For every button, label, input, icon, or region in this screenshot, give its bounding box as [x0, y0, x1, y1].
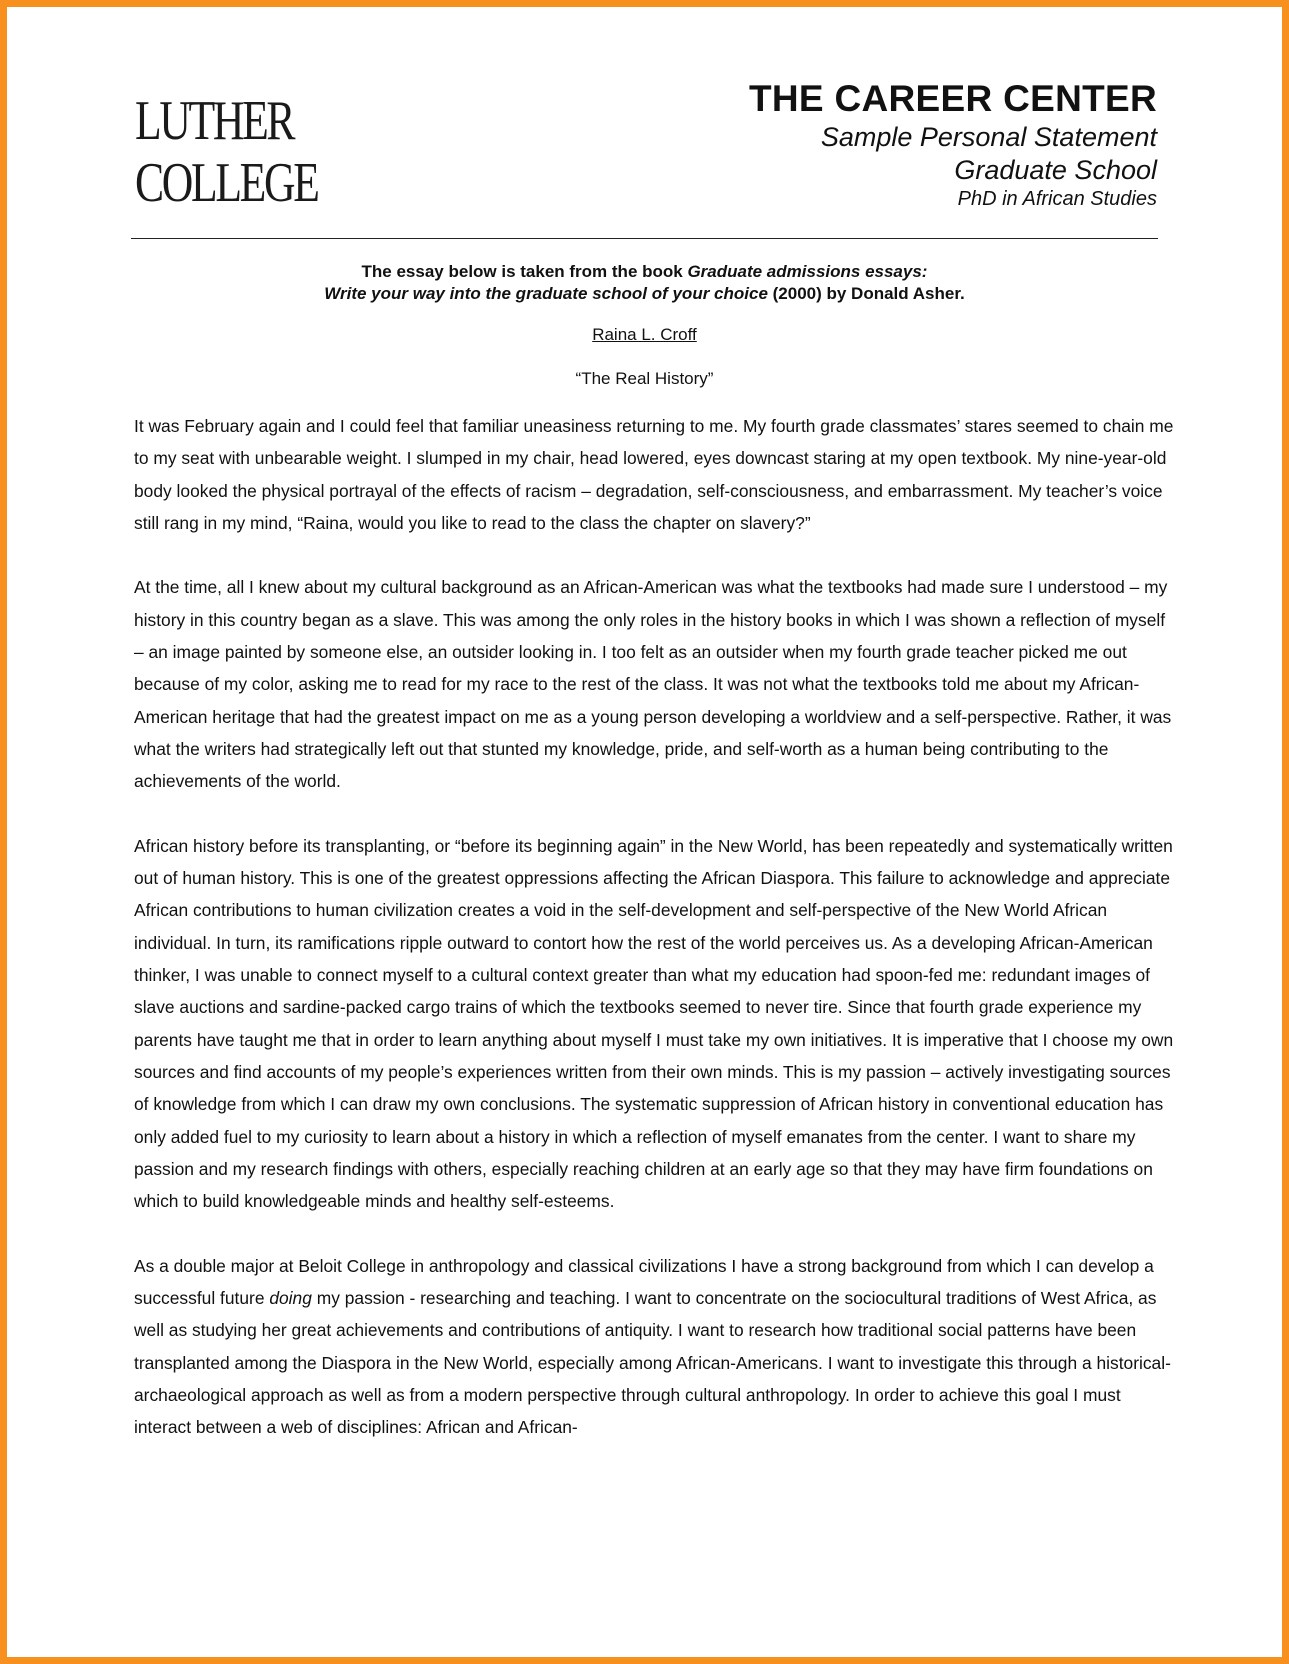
- luther-college-logo: [135, 90, 318, 214]
- document-subtitle-2: Graduate School: [954, 155, 1157, 185]
- document-subtitle: Sample Personal Statement: [820, 122, 1157, 152]
- source-note-line-2: [131, 283, 1158, 305]
- logo-line-1: LUTHER: [135, 90, 294, 152]
- essay-title: “The Real History”: [575, 369, 714, 388]
- header-block: [749, 77, 1157, 212]
- paragraph: African history before its transplanting, or “before its beginning again” in the New World, has been repeatedly and systematically written out of human history. This is one of the greatest oppressions affecting the African Diaspora. This failure to acknowledge and appreciate African contributions to human civilization creates a void in the self-development and self-perspective of the New World African individual. In turn, its ramifications ripple outward to contort how the rest of the world perceives us. As a developing African-American thinker, I was unable to connect myself to a cultural context greater than what my education had spoon-fed me: redundant images of slave auctions and sardine-packed cargo trains of which the textbooks seemed to never tire. Since that fourth grade experience my parents have taught me that in order to learn anything about myself I must take my own initiatives. It is imperative that I choose my own sources and find accounts of my people’s experiences written from their own minds. This is my passion – actively investigating sources of knowledge from which I can draw my own conclusions. The systematic suppression of African history in conventional education has only added fuel to my curiosity to learn about a history in which a reflection of myself emanates from the center. I want to share my passion and my research findings with others, especially reaching children at an early age so that they may have firm foundations on which to build knowledgeable minds and healthy self-esteems.: [134, 835, 1174, 1212]
- logo-line-2: COLLEGE: [135, 152, 318, 214]
- author-name: Raina L. Croff: [592, 325, 697, 344]
- paragraph: At the time, all I knew about my cultural background as an African-American was what the textbooks had made sure I understood – my history in this country began as a slave. This was among the only roles in the history books in which I was shown a reflection of myself – an image painted by someone else, an outsider looking in. I too felt as an outsider when my fourth grade teacher picked me out because of my color, asking me to read for my race to the rest of the class. It was not what the textbooks told me about my African-American heritage that had the greatest impact on me as a young person developing a worldview and a self-perspective. Rather, it was what the writers had strategically left out that stunted my knowledge, pride, and self-worth as a human being contributing to the achievements of the world.: [134, 577, 1172, 792]
- paragraph: [134, 1250, 1174, 1444]
- book-title-part-2: Write your way into the graduate school of your choice: [324, 284, 768, 303]
- book-title-part-1: Graduate admissions essays:: [687, 262, 928, 281]
- career-center-title: THE CAREER CENTER: [748, 78, 1157, 119]
- header-divider: [131, 238, 1158, 239]
- source-note-citation: (2000) by Donald Asher.: [767, 284, 965, 303]
- paragraph-text: As a double major at Beloit College in anthropology and classical civilizations I have a strong background from which I can develop a successful future: [134, 1255, 1154, 1309]
- source-note-line-1: [131, 261, 1158, 283]
- source-note: [131, 261, 1158, 305]
- essay-body: [134, 410, 1174, 1444]
- paragraph-text: my passion - researching and teaching. I want to concentrate on the sociocultural traditions of West Africa, as well as studying her great achievements and contributions of antiquity. I want to research how traditional social patterns have been transplanted among the Diaspora in the New World, especially among African-Americans. I want to investigate this through a historical-archaeological approach as well as from a modern perspective through cultural anthropology. In order to achieve this goal I must interact between a web of disciplines: African and African-: [134, 1288, 1171, 1438]
- emphasized-word: doing: [269, 1288, 312, 1309]
- source-note-text: The essay below is taken from the book: [361, 262, 688, 281]
- degree-label: PhD in African Studies: [957, 188, 1157, 210]
- essay-author: [131, 325, 1158, 345]
- paragraph: It was February again and I could feel that familiar uneasiness returning to me. My fourth grade classmates’ stares seemed to chain me to my seat with unbearable weight. I slumped in my chair, head lowered, eyes downcast staring at my open textbook. My nine-year-old body looked the physical portrayal of the effects of racism – degradation, self-consciousness, and embarrassment. My teacher’s voice still rang in my mind, “Raina, would you like to read to the class the chapter on slavery?”: [134, 416, 1174, 533]
